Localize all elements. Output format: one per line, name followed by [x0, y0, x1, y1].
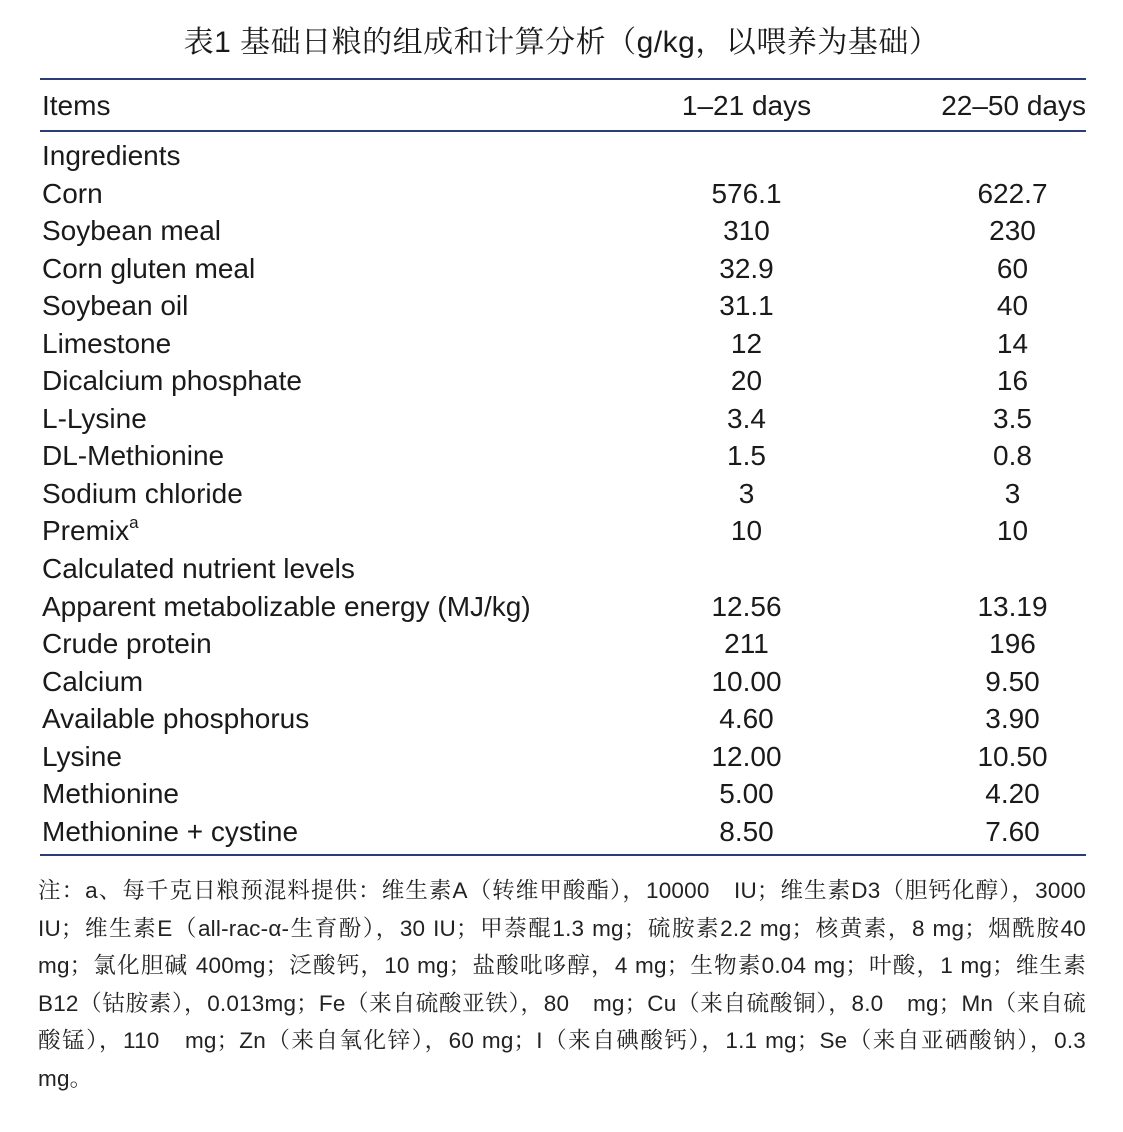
cell-22-50-days: 10.50 — [977, 740, 1048, 772]
row-label — [42, 400, 147, 438]
row-label-text: Limestone — [42, 327, 172, 359]
row-label — [42, 250, 255, 288]
header-items: Items — [42, 90, 111, 121]
cell-1-21-days: 310 — [723, 215, 770, 247]
table-row — [40, 137, 1086, 175]
cell-22-50-days: 3.5 — [993, 402, 1032, 434]
row-label — [42, 437, 224, 475]
row-label — [42, 512, 139, 550]
row-label — [42, 775, 179, 813]
cell-22-50-days: 3 — [1004, 477, 1021, 509]
row-label — [42, 137, 181, 175]
row-label-text: Premix — [42, 515, 130, 547]
row-label — [42, 325, 171, 363]
table-header — [40, 86, 1086, 126]
cell-1-21-days: 12.56 — [711, 590, 782, 622]
footnote-marker: a — [129, 513, 139, 533]
table-row — [40, 700, 1086, 738]
cell-1-21-days: 32.9 — [719, 252, 774, 284]
row-label — [42, 212, 221, 250]
row-label — [42, 738, 122, 776]
row-label-text: Calcium — [42, 665, 144, 697]
row-label-text: Dicalcium phosphate — [42, 365, 302, 397]
cell-22-50-days: 10 — [996, 515, 1029, 547]
table-row — [40, 738, 1086, 776]
cell-22-50-days: 9.50 — [985, 665, 1040, 697]
table-row — [40, 250, 1086, 288]
row-label-text: Available phosphorus — [42, 703, 310, 735]
cell-22-50-days: 0.8 — [993, 440, 1032, 472]
cell-22-50-days: 60 — [996, 252, 1029, 284]
row-label — [42, 362, 302, 400]
row-label-text: Corn gluten meal — [42, 252, 256, 284]
cell-22-50-days: 4.20 — [985, 778, 1040, 810]
cell-22-50-days: 13.19 — [977, 590, 1048, 622]
row-label — [42, 475, 243, 513]
cell-1-21-days: 10.00 — [711, 665, 782, 697]
cell-22-50-days: 230 — [989, 215, 1036, 247]
row-label-text: Soybean meal — [42, 215, 222, 247]
cell-22-50-days: 14 — [996, 327, 1029, 359]
row-label — [42, 700, 309, 738]
row-label-text: L-Lysine — [42, 402, 147, 434]
table-row — [40, 362, 1086, 400]
row-label-text: Calculated nutrient levels — [42, 553, 355, 585]
table-title: 表1 基础日粮的组成和计算分析（g/kg，以喂养为基础） — [183, 26, 940, 59]
row-label-text: Lysine — [42, 740, 122, 772]
row-label — [42, 550, 355, 588]
table-row — [40, 437, 1086, 475]
row-label — [42, 175, 103, 213]
cell-22-50-days: 622.7 — [977, 177, 1048, 209]
table-header-rule — [40, 130, 1086, 132]
table-row — [40, 775, 1086, 813]
table-row — [40, 663, 1086, 701]
cell-1-21-days: 20 — [730, 365, 763, 397]
cell-1-21-days: 3.4 — [727, 402, 766, 434]
table-row — [40, 175, 1086, 213]
table-top-rule — [40, 78, 1086, 80]
row-label-text: DL-Methionine — [42, 440, 225, 472]
table-row — [40, 625, 1086, 663]
cell-1-21-days: 12.00 — [711, 740, 782, 772]
table-row — [40, 813, 1086, 851]
table-row — [40, 588, 1086, 626]
cell-1-21-days: 31.1 — [719, 290, 774, 322]
row-label — [42, 287, 188, 325]
cell-22-50-days: 40 — [996, 290, 1029, 322]
cell-1-21-days: 5.00 — [719, 778, 774, 810]
cell-22-50-days: 7.60 — [985, 815, 1040, 847]
cell-22-50-days: 3.90 — [985, 703, 1040, 735]
table-body — [40, 137, 1086, 850]
header-col-22-50-days: 22–50 days — [941, 90, 1086, 121]
row-label-text: Soybean oil — [42, 290, 189, 322]
cell-1-21-days: 576.1 — [711, 177, 782, 209]
cell-1-21-days: 3 — [738, 477, 755, 509]
row-label-text: Apparent metabolizable energy (MJ/kg) — [42, 590, 531, 622]
table-bottom-rule — [40, 854, 1086, 856]
row-label-text: Corn — [42, 177, 103, 209]
row-label-text: Sodium chloride — [42, 477, 243, 509]
cell-22-50-days: 16 — [996, 365, 1029, 397]
row-label-text: Ingredients — [42, 140, 181, 171]
table-row — [40, 512, 1086, 550]
table-row — [40, 325, 1086, 363]
row-label-text: Methionine + cystine — [42, 815, 299, 847]
cell-1-21-days: 8.50 — [719, 815, 774, 847]
table-row — [40, 212, 1086, 250]
row-label — [42, 663, 143, 701]
table-footnote: 注：a、每千克日粮预混料提供：维生素A（转维甲酸酯），10000 IU；维生素D3（胆钙化醇），3000 IU；维生素E（all-rac-α-生育酚），30 IU；甲萘醌1.3 mg；硫胺素2.2 mg；核黄素，8 mg；烟酰胺40 mg；氯化胆碱 400mg；泛酸钙，10 mg；盐酸吡哆醇，4 mg；生物素0.04 mg；叶酸，1 mg；维生素B12（钴胺素），0.013mg；Fe（来自硫酸亚铁），80 mg；Cu（来自硫酸铜），8.0 mg；Mn（来自硫酸锰），110 mg；Zn（来自氧化锌），60 mg；I（来自碘酸钙），1.1 mg；Se（来自亚硒酸钠），0.3 mg。 — [38, 878, 1109, 1091]
row-label — [42, 588, 531, 626]
cell-22-50-days: 196 — [989, 628, 1036, 660]
cell-1-21-days: 1.5 — [727, 440, 766, 472]
cell-1-21-days: 12 — [730, 327, 763, 359]
cell-1-21-days: 4.60 — [719, 703, 774, 735]
row-label-text: Methionine — [42, 778, 179, 810]
cell-1-21-days: 211 — [724, 628, 769, 660]
table-row — [40, 550, 1086, 588]
row-label-text: Crude protein — [42, 628, 212, 660]
table-row — [40, 287, 1086, 325]
row-label — [42, 813, 298, 851]
header-col-1-21-days: 1–21 days — [681, 90, 812, 121]
table-row — [40, 475, 1086, 513]
row-label — [42, 625, 212, 663]
cell-1-21-days: 10 — [730, 515, 763, 547]
table-row — [40, 400, 1086, 438]
